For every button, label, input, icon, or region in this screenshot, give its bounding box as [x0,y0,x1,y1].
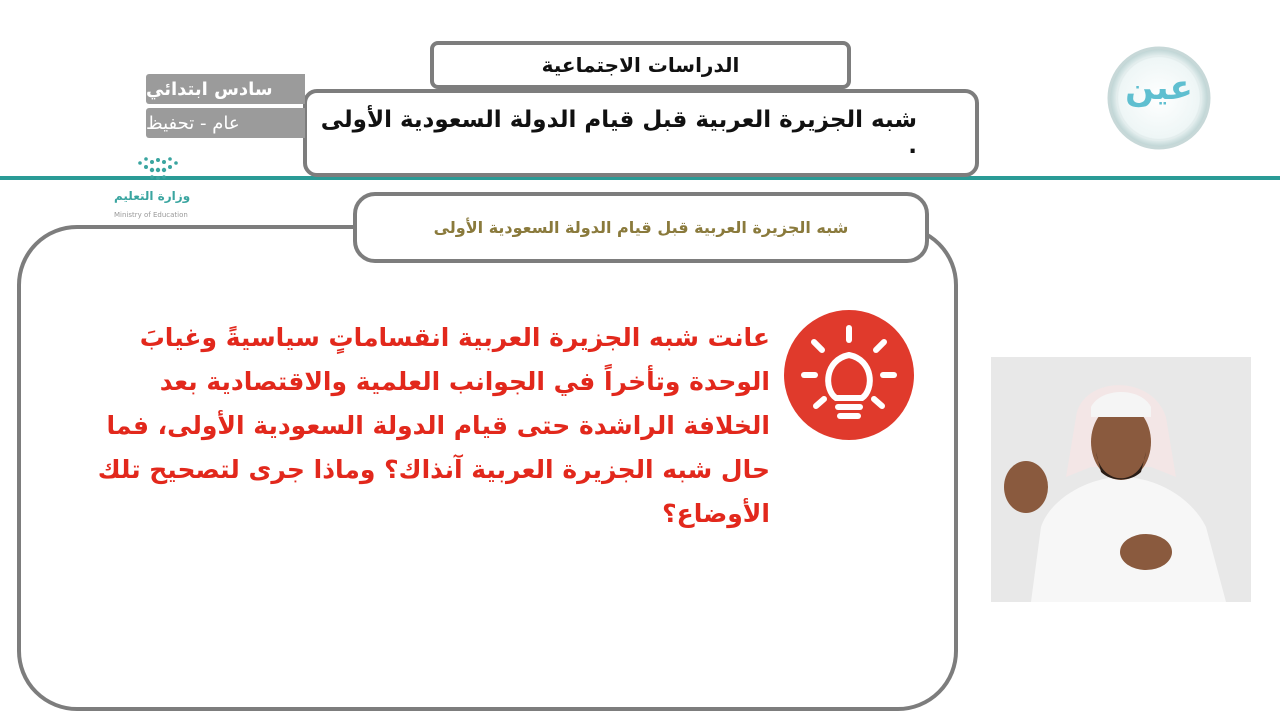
lightbulb-icon [784,310,914,440]
sign-language-interpreter-video [991,357,1251,602]
track-badge: عام - تحفيظ [146,108,305,138]
subject-title [430,41,851,89]
lesson-title: شبه الجزيرة العربية قبل قيام الدولة السعودية الأولى . [320,107,917,159]
ministry-name-ar: وزارة التعليم [114,189,191,203]
subject-label: الدراسات الاجتماعية [541,53,740,77]
ain-logo-text: عين [1125,68,1193,108]
card-title [353,192,929,263]
lesson-title-box [303,89,979,177]
card-title-label: شبه الجزيرة العربية قبل قيام الدولة السعودية الأولى [433,218,849,237]
question-text: عانت شبه الجزيرة العربية انقساماتٍ سياسيةً وغيابَ الوحدة وتأخراً في الجوانب العلمية والاقتصادية بعد الخلافة الراشدة حتى قيام الدولة السعودية الأولى، فما حال شبه الجزيرة العربية آنذاك؟ وماذا جرى لتصحيح تلك الأوضاع؟ [97,323,770,528]
grade-badge: سادس ابتدائي [146,74,305,104]
ministry-name-en: Ministry of Education [114,211,188,219]
